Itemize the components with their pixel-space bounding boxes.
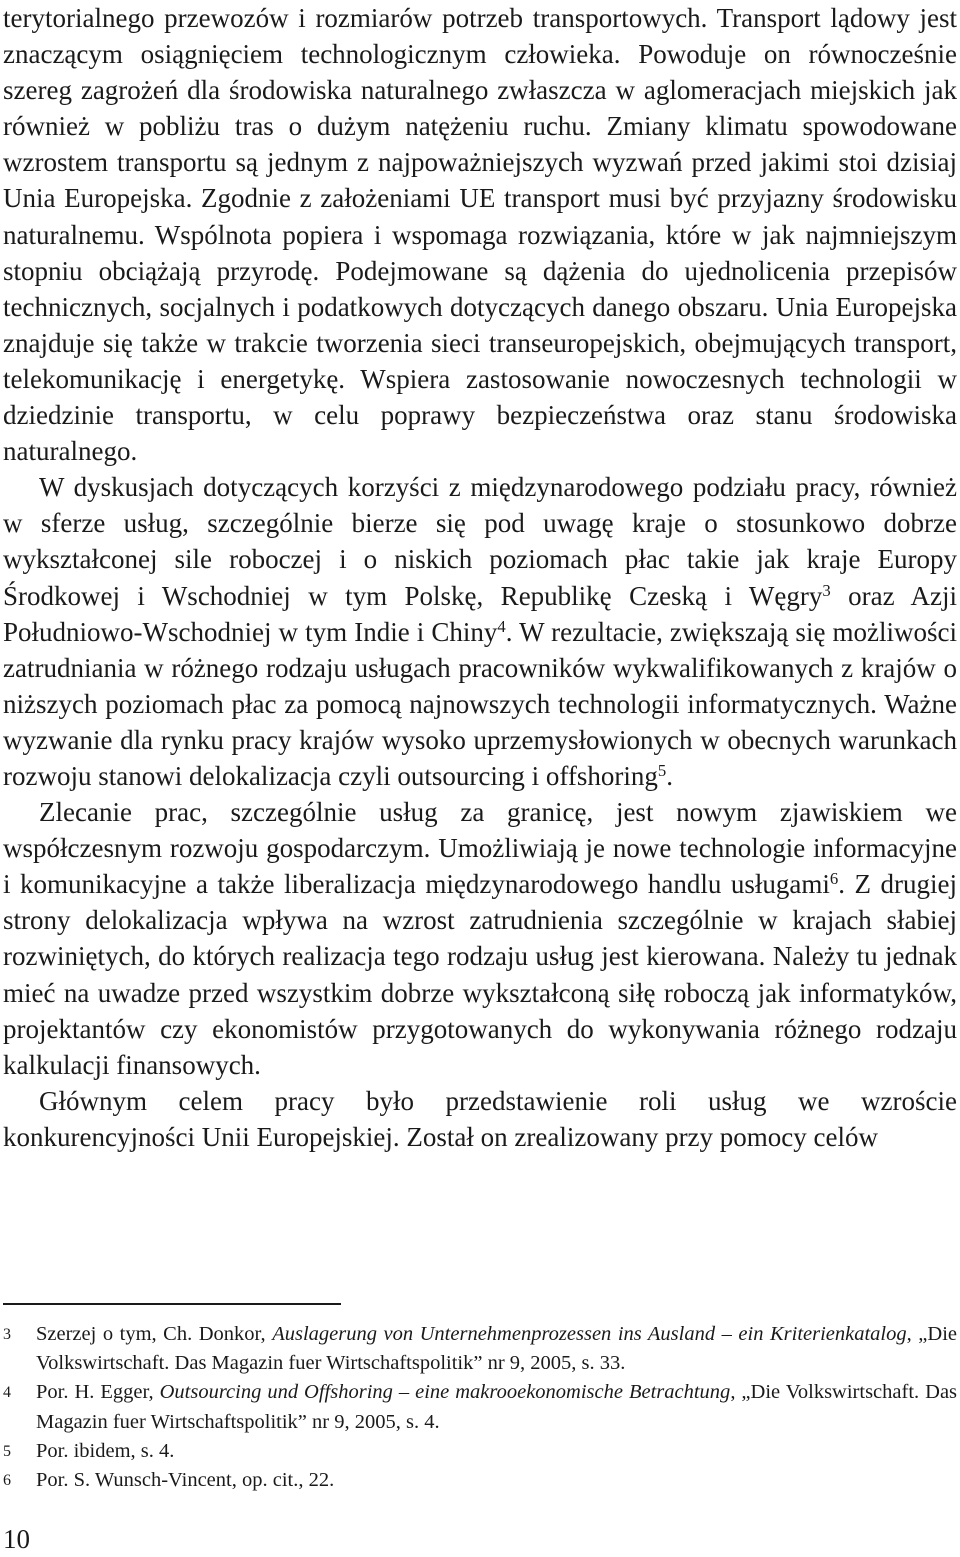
footnote-3	[3, 1320, 957, 1378]
paragraph-2-text-1: W dyskusjach dotyczących korzyści z międzynarodowego podziału pracy, również w sferze usług, szczególnie bierze się pod uwagę kraje o stosunkowo dobrze wykształconej sile roboczej i o niskich poziomach płac takie jak kraje Europy Środkowej i Wschodniej w tym Polskę, Republikę Czeską i Węgry	[3, 472, 957, 611]
page	[3, 0, 957, 1155]
footnote-text-pre: Por. H. Egger,	[36, 1381, 160, 1404]
footnotes	[3, 1320, 957, 1495]
paragraph-3-text-1: Zlecanie prac, szczególnie usług za granicę, jest nowym zjawiskiem we współczesnym rozwoju gospodarczym. Umożliwiają je nowe technologie informacyjne i komunikacyjne a także liberalizacja międzynarodowego handlu usługami	[3, 797, 957, 900]
page-number: 10	[3, 1524, 30, 1554]
footnote-4	[3, 1378, 957, 1436]
paragraph-3-text-2: . Z drugiej strony delokalizacja wpływa na wzrost zatrudnienia szczególnie w krajach słabiej rozwiniętych, do których realizacja tego rodzaju usług jest kierowana. Należy tu jednak mieć na uwadze przed wszystkim dobrze wykształconą siłę roboczą jak informatyków, projektantów czy ekonomistów przygotowanych do wykonywania różnego rodzaju kalkulacji finansowych.	[3, 869, 957, 1080]
footnote-number: 3	[3, 1326, 11, 1343]
footnote-text	[36, 1378, 957, 1436]
paragraph-3	[3, 794, 957, 1083]
footnote-5	[3, 1437, 957, 1466]
footnote-number: 6	[3, 1472, 11, 1490]
footnote-separator	[3, 1303, 341, 1305]
paragraph-4-text: Głównym celem pracy było przedstawienie roli usług we wzroście konkurencyjności Unii Europejskiej. Został on zrealizowany przy pomocy celów	[3, 1085, 957, 1152]
footnote-number: 5	[3, 1442, 11, 1460]
paragraph-2-text-4: .	[666, 760, 673, 791]
paragraph-2-text-2: oraz Azji Południowo-Wschodniej w tym Indie i Chiny	[3, 580, 957, 647]
footnote-text-post: , „Die Volkswirtschaft. Das Magazin fuer Wirtschaftspolitik” nr 9, 2005, s. 4.	[36, 1381, 958, 1433]
footnote-ref-3[interactable]: 3	[822, 580, 831, 600]
paragraph-1-text: terytorialnego przewozów i rozmiarów potrzeb transportowych. Transport lądowy jest znaczącym osiągnięciem technologicznym człowieka. Powoduje on równocześnie szereg zagrożeń dla środowiska naturalnego zwłaszcza w aglomeracjach miejskich jak również w pobliżu tras o dużym natężeniu ruchu. Zmiany klimatu spowodowane wzrostem transportu są jednym z najpoważniejszych wyzwań przed jakimi stoi dzisiaj Unia Europejska. Zgodnie z założeniami UE transport musi być przyjazny środowisku naturalnemu. Wspólnota popiera i wspomaga rozwiązania, które w jak najmniejszym stopniu obciążają przyrodę. Podejmowane są dążenia do ujednolicenia przepisów technicznych, socjalnych i podatkowych dotyczących danego obszaru. Unia Europejska znajduje się także w trakcie tworzenia sieci transeuropejskich, obejmujących transport, telekomunikację i energetykę. Wspiera zastosowanie nowoczesnych technologii w dziedzinie transportu, w celu poprawy bezpieczeństwa oraz stanu środowiska naturalnego.	[3, 3, 957, 467]
footnote-title: Outsourcing und Offshoring – eine makrooekonomische Betrachtung	[159, 1381, 731, 1404]
footnote-text: Por. S. Wunsch-Vincent, op. cit., 22.	[36, 1469, 335, 1492]
paragraph-4	[3, 1083, 957, 1155]
paragraph-1	[3, 0, 957, 469]
paragraph-2	[3, 469, 957, 794]
footnote-text-pre: Szerzej o tym, Ch. Donkor,	[36, 1323, 273, 1345]
footnote-ref-4[interactable]: 4	[497, 616, 506, 636]
footnote-text-post: , „Die Volkswirtschaft. Das Magazin fuer Wirtschaftspolitik” nr 9, 2005, s. 33.	[36, 1323, 957, 1375]
body-text	[3, 0, 957, 1155]
footnote-text	[36, 1320, 957, 1378]
footnote-ref-6[interactable]: 6	[829, 869, 839, 889]
footnote-6	[3, 1466, 957, 1495]
footnote-title: Auslagerung von Unternehmenprozessen ins Ausland – ein Kriterienkatalog	[272, 1323, 907, 1345]
paragraph-2-text-3: . W rezultacie, zwiększają się możliwości zatrudniania w różnego rodzaju usługach pracowników wykwalifikowanych z krajów o niższych poziomach płac za pomocą najnowszych technologii informatycznych. Ważne wyzwanie dla rynku pracy krajów wysoko uprzemysłowionych w obecnych warunkach rozwoju stanowi delokalizacja czyli outsourcing i offshoring	[3, 616, 957, 791]
footnote-number: 4	[3, 1384, 11, 1402]
footnote-ref-5[interactable]: 5	[657, 760, 667, 780]
footnote-text: Por. ibidem, s. 4.	[36, 1439, 175, 1462]
